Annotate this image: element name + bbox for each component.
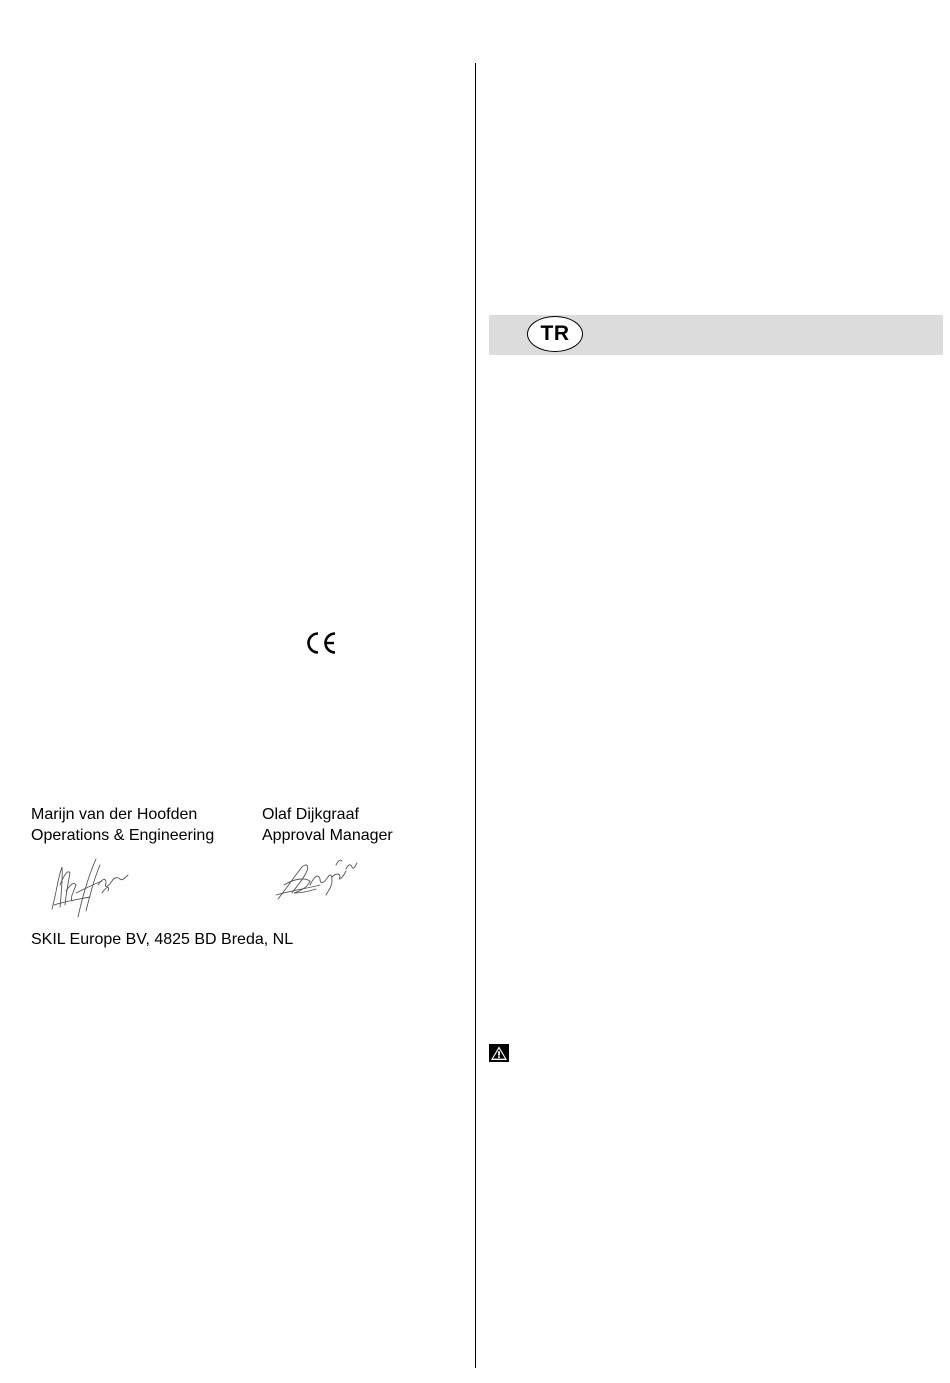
warning-triangle-icon <box>489 1044 509 1062</box>
signature-left-icon <box>46 855 130 921</box>
ce-mark-icon <box>304 630 338 656</box>
signatory-left <box>31 804 214 846</box>
signature-right-icon <box>274 855 358 905</box>
signatory-role: Operations & Engineering <box>31 827 215 844</box>
signatory-name: Marijn van der Hoofden <box>31 806 198 823</box>
signatory-role: Approval Manager <box>262 827 393 844</box>
language-section-bar <box>489 315 943 355</box>
company-address: SKIL Europe BV, 4825 BD Breda, NL <box>31 931 294 948</box>
language-code-badge: TR <box>527 316 583 352</box>
signatory-name: Olaf Dijkgraaf <box>262 806 359 823</box>
signatory-right <box>262 804 393 846</box>
column-divider <box>475 63 476 1368</box>
